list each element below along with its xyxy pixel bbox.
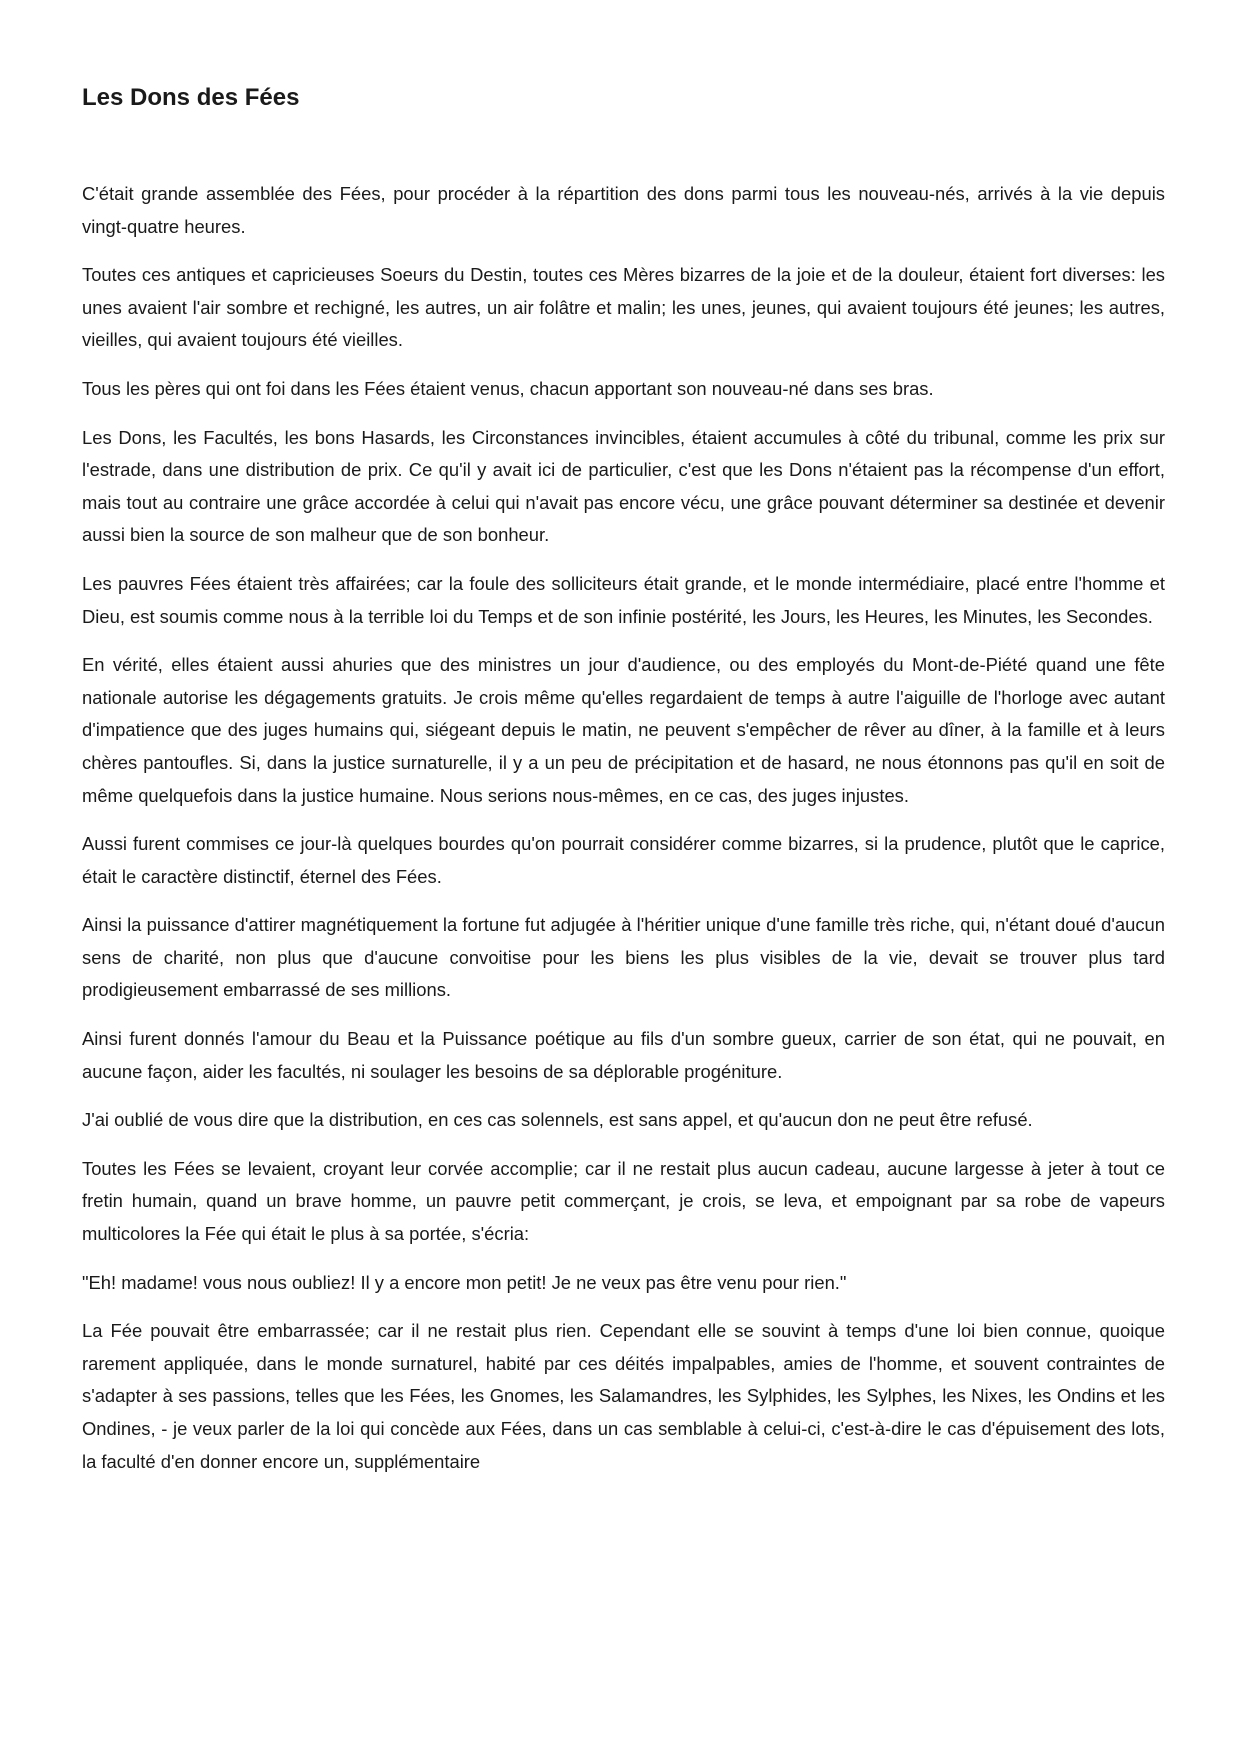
paragraph-8: Ainsi la puissance d'attirer magnétiquement la fortune fut adjugée à l'héritier unique d'une famille très riche, qui, n'étant doué d'aucun sens de charité, non plus que d'aucune convoitise pour les biens les plus visibles de la vie, devait se trouver plus tard prodigieusement embarrassé de ses millions. [82, 914, 1165, 1001]
paragraph-11: Toutes les Fées se levaient, croyant leur corvée accomplie; car il ne restait plus aucun cadeau, aucune largesse à jeter à tout ce fretin humain, quand un brave homme, un pauvre petit commerçant, je crois, se leva, et empoignant par sa robe de vapeurs multicolores la Fée qui était le plus à sa portée, s'écria: [82, 1157, 1165, 1245]
paragraph-9: Ainsi furent donnés l'amour du Beau et la Puissance poétique au fils d'un sombre gueux, carrier de son état, qui ne pouvait, en aucune façon, aider les facultés, ni soulager les besoins de sa déplorable progéniture. [82, 1028, 1165, 1082]
document-title: Les Dons des Fées [82, 84, 300, 111]
paragraph-5: Les pauvres Fées étaient très affairées; car la foule des solliciteurs était grande, et le monde intermédiaire, placé entre l'homme et Dieu, est soumis comme nous à la terrible loi du Temps et de son infinie postérité, les Jours, les Heures, les Minutes, les Secondes. [82, 572, 1165, 627]
paragraph-2: Toutes ces antiques et capricieuses Soeurs du Destin, toutes ces Mères bizarres de la joie et de la douleur, étaient fort diverses: les unes avaient l'air sombre et rechigné, les autres, un air folâtre et malin; les unes, jeunes, qui avaient toujours été jeunes; les autres, vieilles, qui avaient toujours été vieilles. [82, 264, 1165, 351]
paragraph-13: La Fée pouvait être embarrassée; car il ne restait plus rien. Cependant elle se souvint à temps d'une loi bien connue, quoique rarement appliquée, dans le monde surnaturel, habité par ces déités impalpables, amies de l'homme, et souvent contraintes de s'adapter à ses passions, telles que les Fées, les Gnomes, les Salamandres, les Sylphides, les Sylphes, les Nixes, les Ondins et les Ondines, - je veux parler de la loi qui concède aux Fées, dans un cas semblable à celui-ci, c'est-à-dire le cas d'épuisement des lots, la faculté d'en donner encore un, supplémentaire [82, 1320, 1165, 1472]
document-page [82, 0, 1165, 1494]
paragraph-12: "Eh! madame! vous nous oubliez! Il y a encore mon petit! Je ne veux pas être venu pour rien." [82, 1271, 847, 1293]
paragraph-6: En vérité, elles étaient aussi ahuries que des ministres un jour d'audience, ou des employés du Mont-de-Piété quand une fête nationale autorise les dégagements gratuits. Je crois même qu'elles regardaient de temps à autre l'aiguille de l'horloge avec autant d'impatience que des juges humains qui, siégeant depuis le matin, ne peuvent s'empêcher de rêver au dîner, à la famille et à leurs chères pantoufles. Si, dans la justice surnaturelle, il y a un peu de précipitation et de hasard, ne nous étonnons pas qu'il en soit de même quelquefois dans la justice humaine. Nous serions nous-mêmes, en ce cas, des juges injustes. [82, 654, 1165, 806]
paragraph-4: Les Dons, les Facultés, les bons Hasards, les Circonstances invincibles, étaient accumules à côté du tribunal, comme les prix sur l'estrade, dans une distribution de prix. Ce qu'il y avait ici de particulier, c'est que les Dons n'étaient pas la récompense d'un effort, mais tout au contraire une grâce accordée à celui qui n'avait pas encore vécu, une grâce pouvant déterminer sa destinée et devenir aussi bien la source de son malheur que de son bonheur. [82, 426, 1165, 546]
paragraph-7: Aussi furent commises ce jour-là quelques bourdes qu'on pourrait considérer comme bizarres, si la prudence, plutôt que le caprice, était le caractère distinctif, éternel des Fées. [82, 833, 1165, 887]
paragraph-1: C'était grande assemblée des Fées, pour procéder à la répartition des dons parmi tous les nouveau-nés, arrivés à la vie depuis vingt-quatre heures. [82, 183, 1165, 237]
document-body [82, 178, 1165, 1478]
paragraph-3: Tous les pères qui ont foi dans les Fées étaient venus, chacun apportant son nouveau-né dans ses bras. [82, 377, 934, 399]
paragraph-10: J'ai oublié de vous dire que la distribution, en ces cas solennels, est sans appel, et qu'aucun don ne peut être refusé. [82, 1109, 1033, 1131]
